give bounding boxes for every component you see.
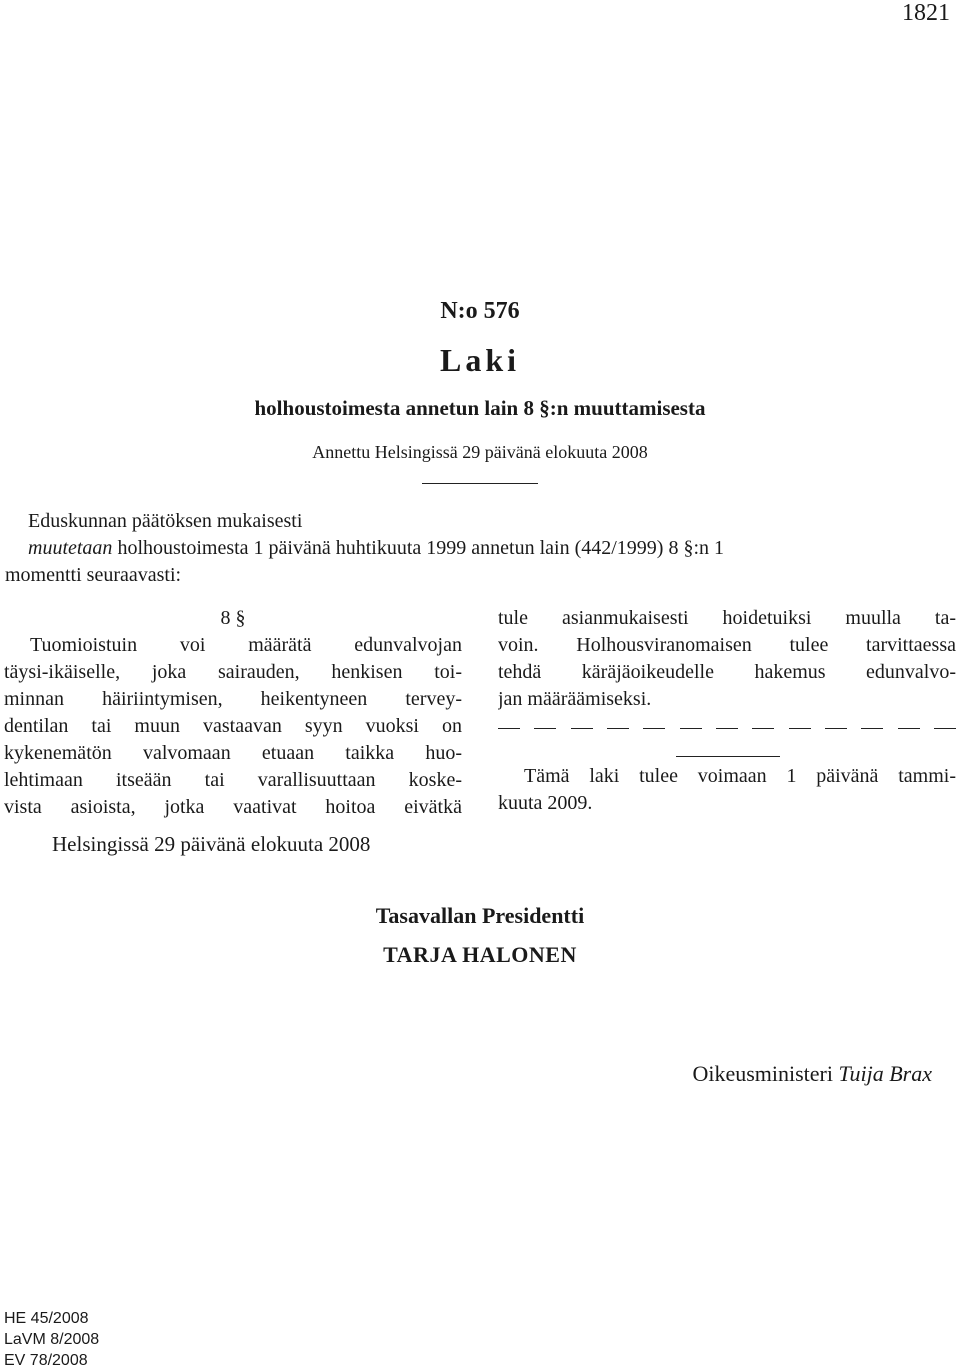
president-title: Tasavallan Presidentti — [375, 903, 585, 928]
enactment-line-2 — [28, 535, 958, 562]
given-date-line: Annettu Helsingissä 29 päivänä elokuuta 2008 — [312, 442, 648, 462]
minister-name: Tuija Brax — [838, 1061, 932, 1086]
amend-keyword: muutetaan — [28, 537, 113, 559]
section-text-line: voin. Holhousviranomaisen tulee tarvittaessa — [498, 634, 956, 656]
dash — [607, 728, 629, 729]
dash — [825, 728, 847, 729]
section-text-line: dentilan tai muun vastaavan syyn vuoksi on — [4, 715, 462, 737]
entry-into-force-line: Tämä laki tulee voimaan 1 päivänä tammi- — [524, 765, 956, 787]
amend-text: holhoustoimesta 1 päivänä huhtikuuta 1999 annetun lain (442/1999) 8 §:n 1 — [112, 537, 725, 559]
reference-item: LaVM 8/2008 — [4, 1331, 100, 1348]
enactment-clause — [5, 508, 958, 589]
section-text-line: tule asianmukaisesti hoidetuiksi muulla ta- — [498, 607, 956, 629]
dash — [934, 728, 956, 729]
section-text-line: lehtimaan itseään tai varallisuuttaan koske- — [4, 769, 462, 791]
law-subtitle: holhoustoimesta annetun lain 8 §:n muuttamisesta — [254, 396, 706, 420]
section-text-line: tehdä käräjäoikeudelle hakemus edunvalvo- — [498, 661, 956, 683]
section-divider — [676, 756, 780, 757]
minister-title: Oikeusministeri — [692, 1061, 839, 1086]
dash — [898, 728, 920, 729]
dash — [498, 728, 520, 729]
dash — [861, 728, 883, 729]
legislative-references — [4, 1308, 99, 1371]
signing-place-date: Helsingissä 29 päivänä elokuuta 2008 — [52, 832, 371, 856]
statute-number: N:o 576 — [440, 298, 520, 324]
section-text-line: vista asioista, jotka vaativat hoitoa eivätkä — [4, 796, 462, 818]
page-number: 1821 — [902, 0, 950, 26]
section-text-line: minnan häiriintymisen, heikentyneen tervey- — [4, 688, 462, 710]
section-text-line: Tuomioistuin voi määrätä edunvalvojan — [30, 634, 462, 656]
left-column — [4, 605, 462, 821]
dash — [680, 728, 702, 729]
reference-item: EV 78/2008 — [4, 1352, 88, 1369]
section-heading: 8 § — [220, 607, 246, 629]
section-text-line: kykenemätön valvomaan etuaan taikka huo- — [4, 742, 462, 764]
dash — [716, 728, 738, 729]
section-text-line: jan määräämiseksi. — [498, 688, 652, 710]
enactment-line-1: Eduskunnan päätöksen mukaisesti — [28, 510, 303, 532]
enactment-line-3: momentti seuraavasti: — [5, 564, 182, 586]
dash — [534, 728, 556, 729]
omission-dashes — [498, 713, 956, 742]
dash — [643, 728, 665, 729]
entry-into-force-line: kuuta 2009. — [498, 792, 593, 814]
minister-signature — [692, 1061, 932, 1087]
document-type-title: Laki — [439, 342, 521, 378]
right-column — [498, 605, 956, 817]
section-text-line: täysi-ikäiselle, joka sairauden, henkisen toi- — [4, 661, 462, 683]
reference-item: HE 45/2008 — [4, 1310, 89, 1327]
dash — [789, 728, 811, 729]
dash — [752, 728, 774, 729]
president-name: TARJA HALONEN — [383, 942, 577, 967]
dash — [571, 728, 593, 729]
heading-divider — [422, 483, 538, 484]
